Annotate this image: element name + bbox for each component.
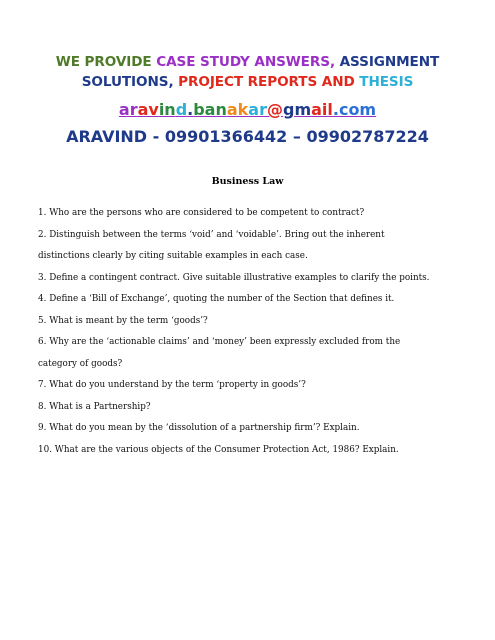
banner-line-1 — [0, 52, 495, 72]
question-list — [38, 207, 468, 465]
banner-text-run: SOLUTIONS — [81, 74, 169, 90]
email-text-run: ar — [118, 100, 138, 119]
email-text-run: av — [137, 100, 159, 119]
email-text-run: ar — [248, 100, 267, 119]
banner-text-run: WE PROVIDE — [55, 54, 157, 70]
email-line — [0, 100, 495, 120]
banner-text-run: THESIS — [359, 74, 414, 90]
banner-text-run: ASSIGNMENT — [339, 54, 440, 70]
email-text-run: . — [187, 100, 194, 119]
question-line: 9. What do you mean by the ‘dissolution of a partnership firm’? Explain. — [38, 423, 360, 433]
email-text-run: d — [175, 100, 188, 119]
email-text-run: @ — [266, 100, 283, 119]
email-text-run: ail — [311, 100, 333, 119]
question-line: 2. Distinguish between the terms ‘void’ and ‘voidable’. Bring out the inherent — [38, 229, 385, 240]
email-text-run: ban — [193, 100, 227, 119]
question-line: 4. Define a ‘Bill of Exchange’, quoting the number of the Section that defines it. — [38, 294, 395, 304]
banner-text-run: PROJECT REPORTS AND — [178, 74, 360, 90]
email-text-run: gm — [282, 100, 312, 119]
banner-text-run: CASE STUDY ANSWERS — [156, 54, 330, 70]
banner-text-run: , — [329, 54, 340, 70]
email-link[interactable] — [119, 100, 376, 119]
email-text-run: .com — [332, 100, 377, 119]
question-line: 1. Who are the persons who are considered to be competent to contract? — [38, 208, 365, 218]
email-text-run: ak — [226, 100, 249, 119]
contact-phone-line: ARAVIND - 09901366442 – 09902787224 — [66, 127, 429, 146]
question-line: 3. Define a contingent contract. Give suitable illustrative examples to clarify the points. — [38, 272, 430, 283]
question-line: category of goods? — [38, 358, 123, 369]
question-line: 7. What do you understand by the term ‘property in goods’? — [38, 380, 306, 390]
question-line: 10. What are the various objects of the Consumer Protection Act, 1986? Explain. — [38, 444, 399, 455]
question-line: 8. What is a Partnership? — [38, 401, 151, 412]
question-line: 5. What is meant by the term ‘goods’? — [38, 315, 208, 326]
advert-banner — [0, 52, 495, 92]
question-line: distinctions clearly by citing suitable examples in each case. — [38, 251, 308, 261]
question-line: 6. Why are the ‘actionable claims’ and ‘money’ been expressly excluded from the — [38, 337, 401, 347]
document-title: Business Law — [211, 176, 284, 187]
banner-text-run: , — [168, 74, 179, 90]
banner-line-2 — [0, 72, 495, 92]
email-text-run: in — [158, 100, 176, 119]
